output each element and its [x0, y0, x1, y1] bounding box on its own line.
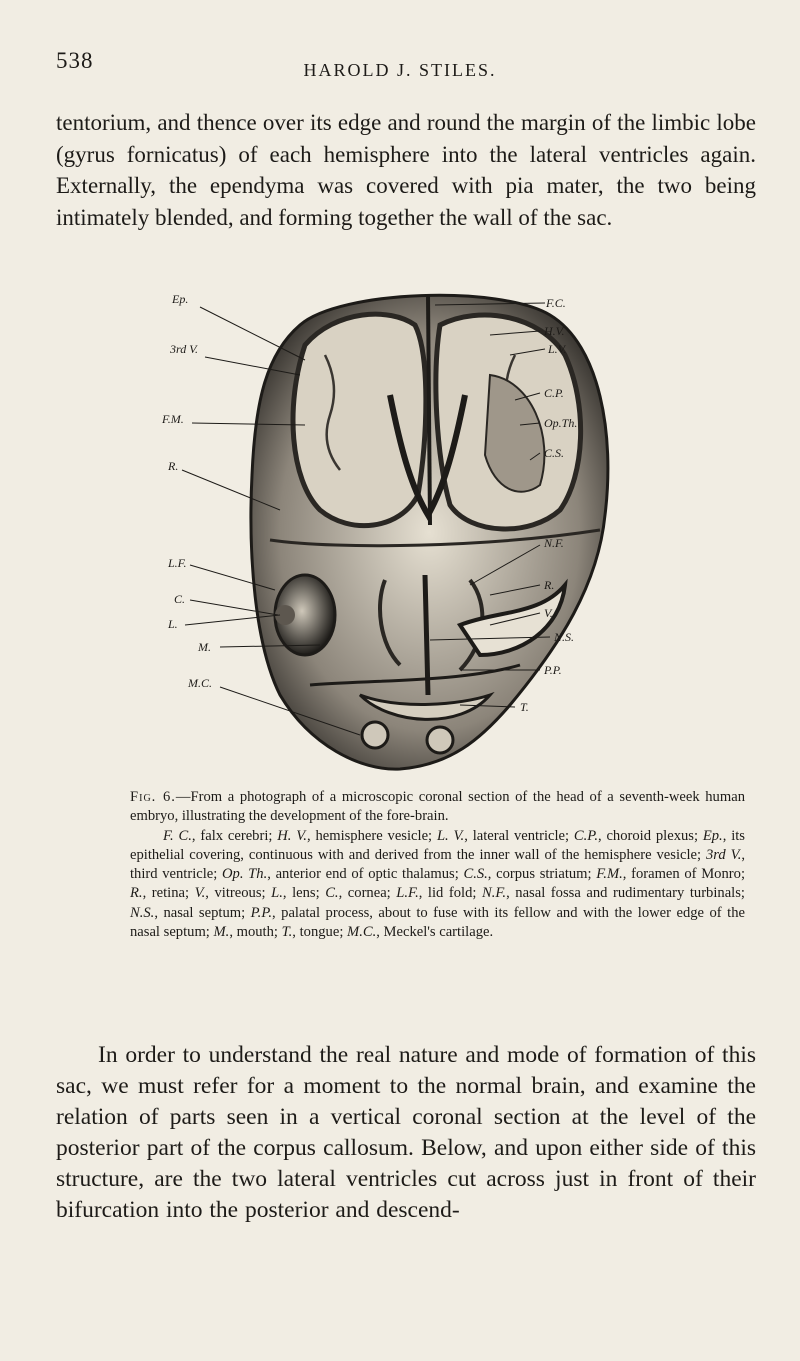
legend-definition: , Meckel's cartilage. — [376, 924, 494, 941]
left-hemisphere — [293, 314, 426, 525]
label-r-left: R. — [168, 459, 179, 473]
legend-definition: , mouth; — [229, 924, 282, 941]
legend-definition: , foramen of Monro; — [622, 866, 745, 883]
legend-abbr: L.F. — [396, 885, 419, 902]
label-m: M. — [198, 640, 211, 654]
legend-abbr: F.M. — [596, 866, 623, 883]
legend-abbr: 3rd V. — [706, 846, 742, 863]
legend-abbr: N.S. — [130, 904, 155, 921]
caption-legend — [130, 827, 745, 943]
legend-abbr: C. — [325, 885, 339, 902]
figure-6 — [160, 285, 720, 785]
label-mc: M.C. — [188, 676, 212, 690]
legend-abbr: M.C. — [347, 924, 377, 941]
label-ep: Ep. — [172, 292, 189, 306]
legend-definition: , nasal fossa and rudimentary turbinals; — [506, 885, 745, 902]
nasal-septum — [425, 575, 428, 695]
legend-definition: , third ventricle; — [130, 846, 745, 883]
paragraph-2 — [56, 1040, 756, 1226]
legend-definition: , retina; — [142, 885, 195, 902]
legend-abbr: F. C. — [163, 827, 192, 844]
legend-abbr: T. — [281, 924, 293, 941]
label-opth: Op.Th. — [544, 416, 578, 430]
legend-definition: , vitreous; — [205, 885, 272, 902]
label-ns: N.S. — [554, 630, 575, 644]
label-cp: C.P. — [544, 386, 564, 400]
label-fm: F.M. — [162, 412, 184, 426]
legend-definition: , cornea; — [338, 885, 397, 902]
legend-definition: , lid fold; — [418, 885, 482, 902]
legend-definition: , anterior end of optic thalamus; — [267, 866, 464, 883]
legend-definition: , corpus striatum; — [487, 866, 597, 883]
legend-definition: , lateral ventricle; — [464, 827, 574, 844]
label-v: V. — [544, 606, 553, 620]
meckels-cartilage-left — [362, 722, 388, 748]
label-pp: P.P. — [544, 663, 562, 677]
legend-definition: , its epithelial covering, continuous with and derived from the inner wall of the hemisphere vesicle; — [130, 827, 745, 863]
legend-definition: , hemisphere vesicle; — [306, 827, 437, 844]
legend-abbr: L. — [271, 885, 283, 902]
label-r-right: R. — [544, 578, 555, 592]
figure-caption — [130, 788, 745, 942]
label-3rd-v: 3rd V. — [170, 342, 199, 356]
paragraph-2-text: In order to understand the real nature and mode of formation of this sac, we must refer for a moment to the normal brain, and examine the relation of parts seen in a vertical coronal section at the level of the posterior part of the corpus callosum. Below, and upon either side of this structure, are the two lateral ventricles cut across just in front of their bifurcation into the posterior and descend- — [56, 1042, 756, 1223]
legend-abbr: M. — [213, 924, 230, 941]
legend-definition: , falx cerebri; — [191, 827, 278, 844]
legend-definition: , tongue; — [292, 924, 348, 941]
legend-abbr: P.P. — [250, 904, 273, 921]
label-l: L. — [168, 617, 178, 631]
figure-number: Fig. 6. — [130, 789, 176, 805]
label-hv: H.V. — [544, 324, 565, 338]
legend-abbr: V. — [194, 885, 206, 902]
legend-abbr: N.F. — [482, 885, 507, 902]
legend-definition: , palatal process, about to fuse with its fellow and with the lower edge of the nasal septum; — [130, 904, 745, 941]
legend-abbr: H. V. — [277, 827, 307, 844]
label-lv: L.V. — [548, 342, 567, 356]
falx-cerebri — [428, 295, 430, 525]
paragraph-1: tentorium, and thence over its edge and round the margin of the limbic lobe (gyrus fornicatus) of each hemisphere into the lateral ventricles again. Externally, the ependyma was covered with pia mater, the two being intimately blended, and forming together the wall of the sac. — [56, 110, 756, 230]
legend-abbr: L. V. — [436, 827, 465, 844]
label-nf: N.F. — [544, 536, 564, 550]
label-fc: F.C. — [546, 296, 566, 310]
legend-definition: , lens; — [282, 885, 326, 902]
legend-abbr: Op. Th. — [222, 866, 268, 883]
caption-intro-text: —From a photograph of a microscopic coronal section of the head of a seventh-week human embryo, illustrating the development of the fore-brain. — [130, 789, 745, 825]
page-number: 538 — [56, 48, 94, 73]
meckels-cartilage-right — [427, 727, 453, 753]
legend-definition: , nasal septum; — [154, 904, 251, 921]
label-t: T. — [520, 700, 529, 714]
legend-definition: , choroid plexus; — [597, 827, 703, 844]
caption-intro — [130, 788, 745, 827]
running-head: HAROLD J. STILES. — [303, 60, 497, 80]
label-c: C. — [174, 592, 186, 606]
legend-abbr: C.P. — [573, 827, 598, 844]
legend-abbr: R. — [130, 885, 143, 902]
legend-abbr: C.S. — [463, 866, 488, 883]
figure-illustration — [160, 285, 720, 785]
legend-abbr: Ep. — [702, 827, 723, 844]
label-cs: C.S. — [544, 446, 565, 460]
label-lf: L.F. — [168, 556, 187, 570]
